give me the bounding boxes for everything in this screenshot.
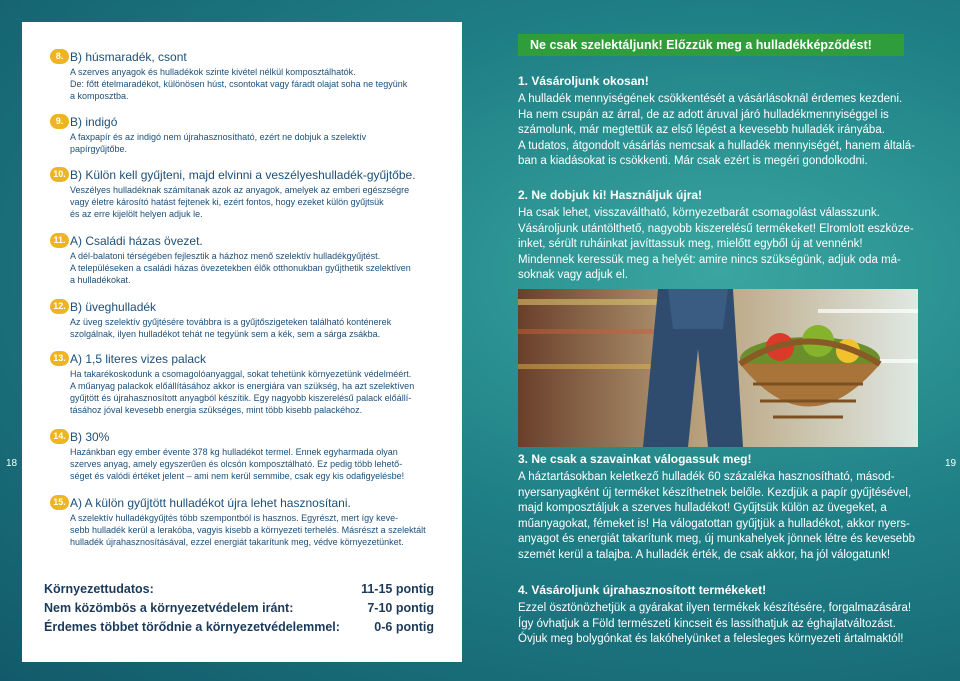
body-line: a komposztba.	[70, 91, 129, 101]
body-line: vagy életre károsító hatást fejtenek ki, ezért fontos, hogy ezeket külön gyűjtsük	[70, 197, 384, 207]
body-line: számolunk, már megtettük az első lépést a kevesebb hulladék irányába.	[518, 124, 885, 136]
score-value: 11-15 pontig	[361, 582, 434, 596]
item-number-badge: 9.	[50, 114, 69, 129]
body-line: szemét kerül a talajba. A hulladék érték, de csak akkor, ha jól válogatunk!	[518, 548, 891, 561]
score-label: Érdemes többet törődnie a környezetvédelemmel:	[44, 620, 340, 634]
answer-item-10	[50, 168, 455, 220]
item-heading: B) indigó	[70, 115, 118, 129]
item-heading: A) Családi házas övezet.	[70, 234, 203, 248]
body-line: ban a kiadásokat is csökkenti. Már csak ezért is megéri gondolkodni.	[518, 155, 868, 167]
answer-item-11	[50, 234, 455, 286]
section-heading: 3. Ne csak a szavainkat válogassuk meg!	[518, 452, 752, 466]
body-line: A tudatos, átgondolt vásárlás nemcsak a hulladék mennyiségét, hanem általá-	[518, 139, 915, 152]
item-number-badge: 12.	[50, 299, 69, 314]
item-heading: A) 1,5 literes vizes palack	[70, 352, 207, 366]
item-number-badge: 14.	[50, 429, 69, 444]
body-line: sebb hulladék kerül a lerakóba, vagyis kisebb a környezeti terhelés. Másrészt a szelektált	[70, 525, 426, 535]
score-label: Nem közömbös a környezetvédelem iránt:	[44, 601, 294, 615]
body-line: hulladék újrahasznosításával, ezzel energiát takarítunk meg, védve környezetünket.	[70, 537, 404, 547]
tip-section-2	[518, 188, 918, 284]
body-line: a hulladékokat.	[70, 275, 131, 285]
body-line: Vásároljunk utántölthető, nagyobb kiszerelésű termékeket! Elromlott eszköze-	[518, 222, 914, 235]
body-line: séget és valódi értéket jelent – ami nem kerül semmibe, csak egy kis odafigyelésbe!	[70, 471, 405, 481]
item-number-badge: 10.	[50, 167, 69, 182]
item-heading: B) 30%	[70, 430, 110, 444]
section-heading: 4. Vásároljunk újrahasznosított termékeket!	[518, 583, 767, 597]
body-line: nyersanyagként új terméket készíthetnek belőle. Kezdjük a papír gyűjtésével,	[518, 486, 912, 499]
section-body	[518, 470, 918, 563]
answer-item-15	[50, 496, 455, 548]
section-body	[518, 92, 918, 170]
answer-item-9	[50, 115, 455, 155]
body-line: A szerves anyagok és hulladékok szinte kivétel nélkül komposztálhatók.	[70, 67, 356, 77]
body-line: szolgálnak, ilyen hulladékot tehát ne tegyünk sem a kék, sem a sárga zsákba.	[70, 329, 381, 339]
body-line: A faxpapír és az indigó nem újrahasznosítható, ezért ne dobjuk a szelektív	[70, 132, 367, 142]
section-heading: 2. Ne dobjuk ki! Használjuk újra!	[518, 188, 703, 202]
answer-item-8	[50, 50, 455, 102]
body-line: papírgyűjtőbe.	[70, 144, 128, 154]
item-number-badge: 15.	[50, 495, 69, 510]
item-heading: A) A külön gyűjtött hulladékot újra lehet hasznosítani.	[70, 496, 351, 510]
score-row	[44, 601, 434, 620]
body-line: és az erre kijelölt helyen adjuk le.	[70, 209, 203, 219]
left-page	[22, 22, 462, 662]
item-body	[70, 131, 455, 155]
item-number-badge: 11.	[50, 233, 69, 248]
body-line: Ha csak lehet, visszaváltható, környezetbarát csomagolást válasszunk.	[518, 207, 880, 219]
body-line: Az üveg szelektív gyűjtésére továbbra is a gyűjtőszigeteken található konténerek	[70, 317, 392, 327]
score-table	[44, 582, 434, 639]
item-body	[70, 446, 455, 482]
item-number-badge: 13.	[50, 351, 69, 366]
item-body	[70, 368, 455, 416]
body-line: tásához jóval kevesebb energia szükséges, mint több kisebb palackéhoz.	[70, 405, 363, 415]
body-line: A dél-balatoni térségében fejlesztik a házhoz menő szelektív hulladékgyűjtést.	[70, 251, 381, 261]
body-line: Ezzel ösztönözhetjük a gyárakat ilyen termékek készítésére, forgalmazására!	[518, 602, 912, 614]
score-value: 7-10 pontig	[367, 601, 434, 615]
body-line: majd komposztáljuk a szerves hulladékot! Gyűjtsük külön az üvegeket, a	[518, 502, 887, 514]
shopping-basket-image	[518, 289, 918, 447]
body-line: Veszélyes hulladéknak számítanak azok az anyagok, amelyek az emberi egészségre	[70, 185, 410, 195]
body-line: A településeken a családi házas övezetekben élők otthonukban gyűjthetik szelektíven	[70, 263, 411, 273]
banner-heading: Ne csak szelektáljunk! Előzzük meg a hulladékképződést!	[518, 34, 904, 56]
body-line: A hulladék mennyiségének csökkentését a vásárlásoknál érdemes kezdeni.	[518, 93, 903, 105]
answer-item-12	[50, 300, 455, 340]
body-line: inket, sérült ruháinkat javíttassuk meg, mielőtt egyből új at vennénk!	[518, 238, 863, 250]
body-line: Ha takarékoskodunk a csomagolóanyaggal, sokat tehetünk környezetünk védelméért.	[70, 369, 412, 379]
item-body	[70, 316, 455, 340]
item-heading: B) üveghulladék	[70, 300, 157, 314]
body-line: A háztartásokban keletkező hulladék 60 százaléka hasznosítható, másod-	[518, 471, 895, 483]
shopping-basket-photo	[518, 289, 918, 447]
section-body	[518, 601, 918, 648]
tip-section-1	[518, 74, 918, 170]
item-body	[70, 184, 455, 220]
tip-section-4	[518, 583, 918, 648]
body-line: soknak vagy adjuk el.	[518, 269, 628, 281]
score-row	[44, 620, 434, 639]
score-label: Környezettudatos:	[44, 582, 154, 596]
section-heading: 1. Vásároljunk okosan!	[518, 74, 649, 88]
score-row	[44, 582, 434, 601]
body-line: A szelektív hulladékgyűjtés több szempontból is hasznos. Egyrészt, mert így keve-	[70, 513, 399, 523]
item-number-badge: 8.	[50, 49, 69, 64]
section-body	[518, 206, 918, 284]
body-line: Hazánkban egy ember évente 378 kg hulladékot termel. Ennek egyharmada olyan	[70, 447, 398, 457]
item-heading: B) Külön kell gyűjteni, majd elvinni a veszélyeshulladék-gyűjtőbe.	[70, 168, 416, 182]
score-value: 0-6 pontig	[374, 620, 434, 634]
answer-item-14	[50, 430, 455, 482]
item-body	[70, 66, 455, 102]
body-line: gyűjtött és újrahasznosított anyagból készítik. Egy nagyobb kiszerelésű palack előállí-	[70, 393, 412, 403]
tip-section-3	[518, 452, 918, 563]
body-line: Ha nem csupán az árral, de az adott áruval járó hulladékmennyiséggel is	[518, 108, 889, 121]
body-line: műanyagokat, fémeket is! Ha válogatottan gyűjtjük a hulladékot, akkor nyers-	[518, 517, 910, 530]
body-line: Mindennek keressük meg a helyét: amire nincs szükségünk, adjuk oda má-	[518, 253, 901, 266]
body-line: anyagot és energiát takarítunk meg, új munkahelyek jönnek létre és kevesebb	[518, 533, 915, 545]
body-line: A műanyag palackok előállításához akkor is energiára van szükség, ha azt szelektíven	[70, 381, 415, 391]
page-number-right: 19	[945, 458, 957, 469]
body-line: Így óvhatjuk a Föld természeti kincseit és lassíthatjuk az éghajlatváltozást.	[518, 617, 896, 630]
item-body	[70, 250, 455, 286]
body-line: Óvjuk meg bolygónkat és lakóhelyünket a felesleges környezeti ártalmaktól!	[518, 633, 904, 645]
answer-item-13	[50, 352, 455, 416]
item-heading: B) húsmaradék, csont	[70, 50, 187, 64]
body-line: De: főtt ételmaradékot, különösen húst, csontokat vagy fáradt olajat soha ne tegyünk	[70, 79, 408, 89]
body-line: szerves anyag, amely egyszerűen és olcsón komposztálható. Ez pedig több lehető-	[70, 459, 403, 469]
page-number-left: 18	[6, 458, 18, 469]
item-body	[70, 512, 455, 548]
